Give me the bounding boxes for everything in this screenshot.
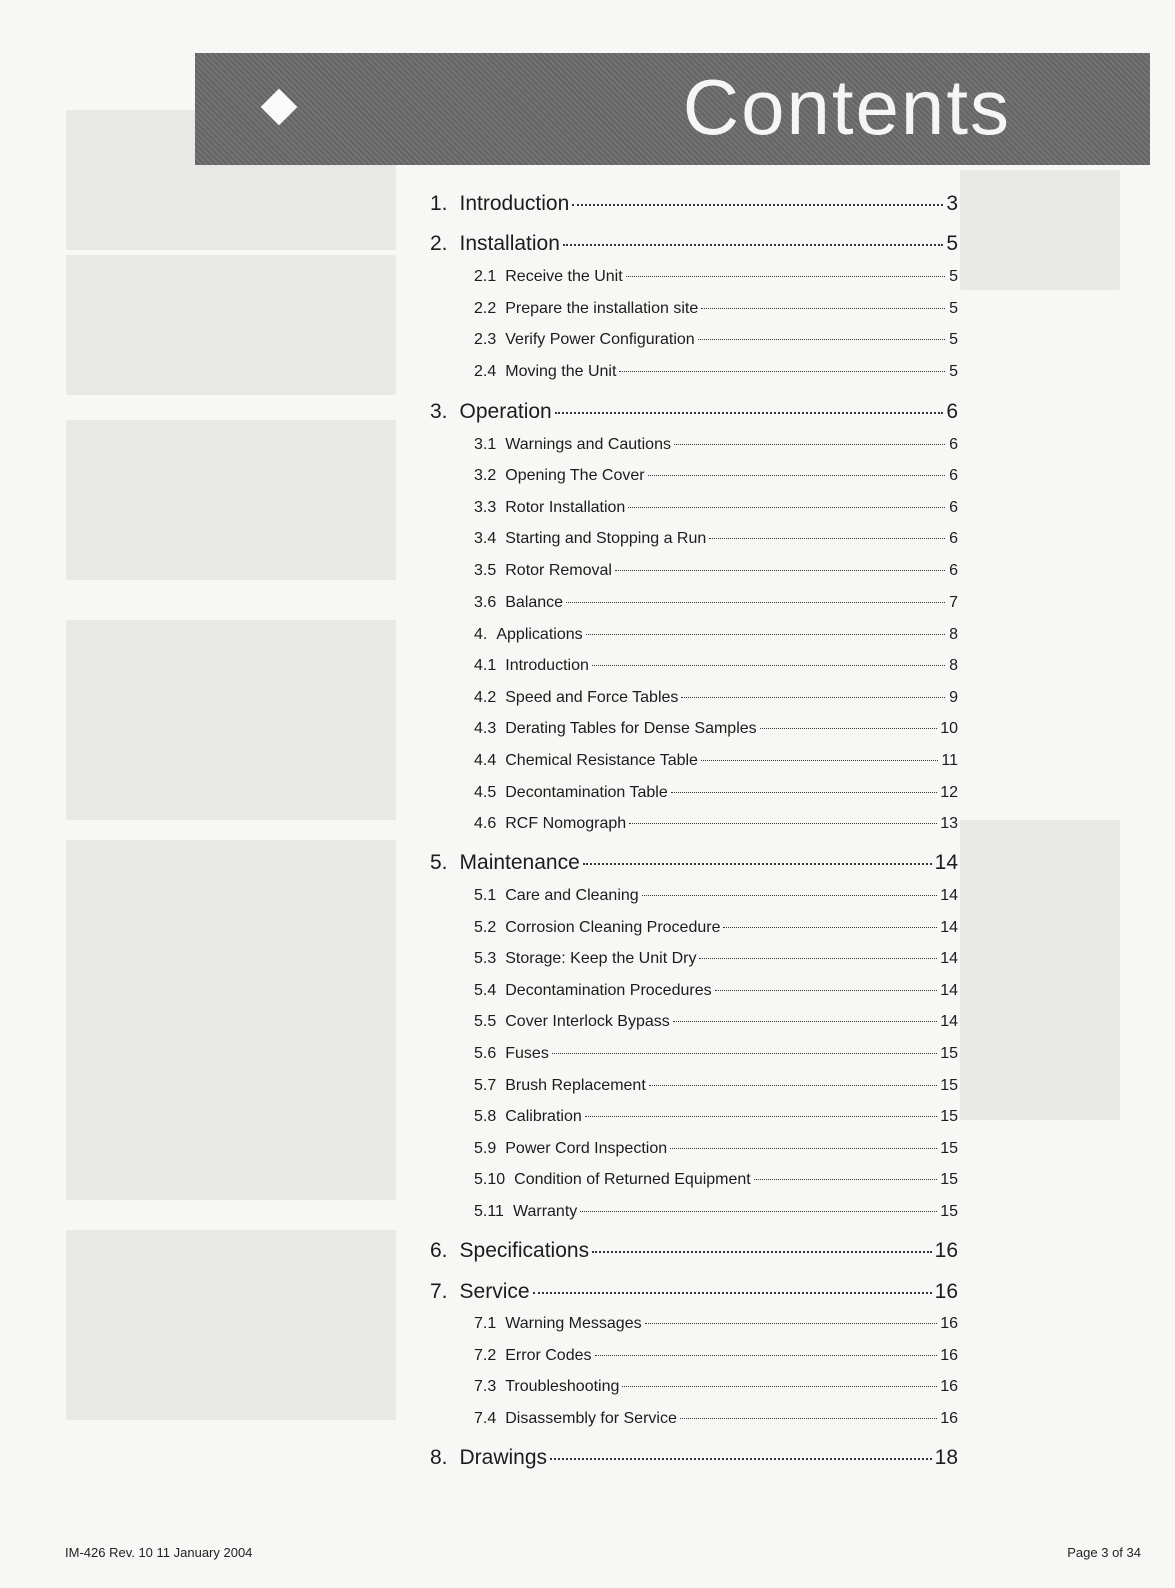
toc-entry-title: Cover Interlock Bypass	[505, 1013, 670, 1030]
toc-entry-number: 1.	[430, 192, 448, 215]
toc-entry-page: 6	[949, 562, 958, 579]
toc-entry-title: Error Codes	[505, 1347, 592, 1364]
toc-entry[interactable]	[474, 1171, 958, 1189]
toc-entry-number: 2.1	[474, 268, 497, 285]
dot-leader	[681, 697, 945, 698]
toc-entry-number: 3.6	[474, 594, 497, 611]
toc-entry-number: 5.	[430, 851, 448, 874]
dot-leader	[642, 895, 938, 896]
toc-entry-page: 10	[940, 720, 958, 737]
toc-entry-title: Starting and Stopping a Run	[505, 530, 707, 547]
toc-entry-title: Fuses	[505, 1045, 549, 1062]
toc-entry[interactable]	[474, 594, 958, 612]
toc-entry[interactable]	[430, 232, 958, 256]
toc-entry-number: 2.2	[474, 300, 497, 317]
dot-leader	[648, 475, 945, 476]
toc-entry-number: 7.1	[474, 1315, 497, 1332]
toc-entry-number: 4.6	[474, 815, 497, 832]
toc-entry-title: Service	[459, 1280, 530, 1303]
dot-leader	[592, 665, 945, 666]
toc-entry-page: 5	[946, 232, 958, 255]
dot-leader	[715, 990, 938, 991]
toc-entry-title: Drawings	[459, 1446, 548, 1469]
toc-entry-number: 3.2	[474, 467, 497, 484]
toc-entry-title: Troubleshooting	[505, 1378, 620, 1395]
toc-entry[interactable]	[474, 268, 958, 286]
toc-entry[interactable]	[474, 1203, 958, 1221]
dot-leader	[670, 1148, 937, 1149]
toc-entry-number: 5.2	[474, 919, 497, 936]
dot-leader	[760, 728, 938, 729]
toc-entry-page: 14	[940, 982, 958, 999]
toc-entry-page: 16	[934, 1239, 958, 1262]
toc-entry-page: 7	[949, 594, 958, 611]
toc-entry[interactable]	[430, 1446, 958, 1470]
dot-leader	[586, 634, 945, 635]
toc-entry-number: 5.3	[474, 950, 497, 967]
toc-entry-page: 15	[940, 1140, 958, 1157]
toc-entry[interactable]	[474, 363, 958, 381]
toc-entry-title: Corrosion Cleaning Procedure	[505, 919, 721, 936]
toc-entry-title: Moving the Unit	[505, 363, 617, 380]
footer-page-number: Page 3 of 34	[1067, 1545, 1141, 1560]
toc-entry-title: RCF Nomograph	[505, 815, 627, 832]
toc-entry-page: 6	[949, 499, 958, 516]
toc-entry-title: Verify Power Configuration	[505, 331, 695, 348]
toc-entry-page: 15	[940, 1045, 958, 1062]
toc-entry[interactable]	[474, 1315, 958, 1333]
toc-entry-page: 12	[940, 784, 958, 801]
dot-leader	[701, 760, 938, 761]
toc-entry-number: 2.	[430, 232, 448, 255]
dot-leader	[622, 1386, 937, 1387]
toc-entry-number: 5.11	[474, 1203, 504, 1220]
toc-entry-page: 11	[941, 752, 958, 769]
bleed-through	[66, 420, 396, 580]
toc-entry[interactable]	[474, 1013, 958, 1031]
toc-entry[interactable]	[474, 300, 958, 318]
dot-leader	[595, 1355, 938, 1356]
toc-entry-number: 3.3	[474, 499, 497, 516]
toc-entry-page: 18	[934, 1446, 958, 1469]
bleed-through	[960, 820, 1120, 1120]
dot-leader	[626, 276, 945, 277]
toc-entry-title: Derating Tables for Dense Samples	[505, 720, 757, 737]
toc-entry-number: 4.3	[474, 720, 497, 737]
toc-entry-title: Warranty	[512, 1203, 578, 1220]
dot-leader	[583, 863, 932, 865]
toc-entry-number: 2.3	[474, 331, 497, 348]
toc-entry[interactable]	[474, 436, 958, 454]
dot-leader	[701, 308, 945, 309]
page-title: Contents	[682, 63, 1011, 151]
toc-entry-page: 6	[949, 467, 958, 484]
dot-leader	[754, 1179, 937, 1180]
dot-leader	[592, 1251, 932, 1253]
toc-entry-title: Power Cord Inspection	[505, 1140, 668, 1157]
toc-entry-page: 14	[934, 851, 958, 874]
bleed-through	[66, 1230, 396, 1420]
toc-entry-number: 5.10	[474, 1171, 506, 1188]
toc-entry[interactable]	[474, 752, 958, 770]
toc-entry-title: Storage: Keep the Unit Dry	[505, 950, 697, 967]
toc-entry-title: Speed and Force Tables	[505, 689, 679, 706]
toc-entry[interactable]	[474, 689, 958, 707]
toc-entry-number: 4.5	[474, 784, 497, 801]
toc-entry-title: Installation	[459, 232, 560, 255]
toc-entry-title: Opening The Cover	[505, 467, 645, 484]
toc-entry-page: 16	[934, 1280, 958, 1303]
dot-leader	[723, 927, 937, 928]
toc-entry-page: 14	[940, 887, 958, 904]
dot-leader	[680, 1418, 937, 1419]
bleed-through	[66, 840, 396, 1200]
bleed-through	[66, 620, 396, 820]
dot-leader	[628, 507, 945, 508]
toc-entry-number: 5.5	[474, 1013, 497, 1030]
toc-entry-page: 15	[940, 1108, 958, 1125]
toc-entry[interactable]	[430, 1280, 958, 1304]
toc-entry-number: 5.9	[474, 1140, 497, 1157]
dot-leader	[709, 538, 945, 539]
toc-entry-page: 9	[949, 689, 958, 706]
dot-leader	[671, 792, 937, 793]
toc-entry-page: 5	[949, 300, 958, 317]
toc-entry[interactable]	[474, 784, 958, 802]
toc-entry-title: Introduction	[505, 657, 589, 674]
bleed-through	[66, 255, 396, 395]
toc-entry[interactable]	[474, 815, 958, 833]
toc-entry-number: 5.6	[474, 1045, 497, 1062]
toc-entry-title: Condition of Returned Equipment	[514, 1171, 751, 1188]
toc-entry-number: 5.1	[474, 887, 497, 904]
toc-entry-page: 6	[946, 400, 958, 423]
toc-entry-title: Rotor Removal	[505, 562, 612, 579]
toc-entry-page: 16	[940, 1378, 958, 1395]
toc-entry[interactable]	[474, 1140, 958, 1158]
toc-entry[interactable]	[474, 1410, 958, 1428]
toc-entry-title: Receive the Unit	[505, 268, 623, 285]
toc-entry-number: 4.	[474, 626, 488, 643]
toc-entry-number: 5.8	[474, 1108, 497, 1125]
dot-leader	[585, 1116, 937, 1117]
toc-entry-number: 3.4	[474, 530, 497, 547]
toc-entry[interactable]	[474, 530, 958, 548]
toc-entry[interactable]	[474, 919, 958, 937]
toc-entry[interactable]	[474, 1077, 958, 1095]
dot-leader	[699, 958, 937, 959]
toc-entry-number: 4.4	[474, 752, 497, 769]
footer-document-id: IM-426 Rev. 10 11 January 2004	[65, 1545, 253, 1560]
toc-entry[interactable]	[474, 657, 958, 675]
toc-entry[interactable]	[474, 950, 958, 968]
toc-entry-number: 2.4	[474, 363, 497, 380]
dot-leader	[552, 1053, 937, 1054]
toc-entry-title: Operation	[459, 400, 552, 423]
toc-entry-page: 16	[940, 1347, 958, 1364]
toc-entry-number: 5.7	[474, 1077, 497, 1094]
dot-leader	[674, 444, 945, 445]
toc-entry[interactable]	[430, 851, 958, 875]
toc-entry[interactable]	[474, 1378, 958, 1396]
toc-entry[interactable]	[474, 626, 958, 644]
dot-leader	[533, 1292, 932, 1294]
toc-entry-page: 3	[946, 192, 958, 215]
toc-entry-page: 13	[940, 815, 958, 832]
toc-entry-title: Introduction	[459, 192, 570, 215]
toc-entry-number: 3.	[430, 400, 448, 423]
toc-entry[interactable]	[430, 1239, 958, 1263]
toc-entry[interactable]	[474, 887, 958, 905]
toc-entry-number: 6.	[430, 1239, 448, 1262]
toc-entry-page: 8	[949, 657, 958, 674]
toc-entry-page: 6	[949, 436, 958, 453]
dot-leader	[615, 570, 945, 571]
dot-leader	[580, 1211, 937, 1212]
toc-entry[interactable]	[474, 1108, 958, 1126]
toc-entry[interactable]	[474, 982, 958, 1000]
toc-entry[interactable]	[474, 1347, 958, 1365]
bleed-through	[960, 170, 1120, 290]
toc-entry-page: 5	[949, 268, 958, 285]
toc-entry-title: Specifications	[459, 1239, 590, 1262]
toc-entry-number: 4.1	[474, 657, 497, 674]
toc-entry-page: 5	[949, 331, 958, 348]
toc-entry-number: 7.4	[474, 1410, 497, 1427]
toc-entry-page: 8	[949, 626, 958, 643]
dot-leader	[572, 204, 943, 206]
toc-entry-number: 7.3	[474, 1378, 497, 1395]
toc-entry[interactable]	[474, 720, 958, 738]
toc-entry-page: 16	[940, 1315, 958, 1332]
toc-entry-number: 7.2	[474, 1347, 497, 1364]
toc-entry-title: Balance	[505, 594, 564, 611]
toc-entry-title: Maintenance	[459, 851, 580, 874]
dot-leader	[555, 412, 944, 414]
toc-entry-number: 8.	[430, 1446, 448, 1469]
toc-entry-page: 15	[940, 1203, 958, 1220]
toc-entry-title: Brush Replacement	[505, 1077, 646, 1094]
dot-leader	[566, 602, 945, 603]
toc-entry-title: Care and Cleaning	[505, 887, 639, 904]
toc-entry[interactable]	[474, 331, 958, 349]
toc-entry-number: 3.1	[474, 436, 497, 453]
toc-entry[interactable]	[474, 467, 958, 485]
toc-entry-page: 15	[940, 1171, 958, 1188]
toc-entry-title: Warnings and Cautions	[505, 436, 671, 453]
toc-entry-page: 14	[940, 950, 958, 967]
dot-leader	[550, 1458, 932, 1460]
toc-entry[interactable]	[474, 499, 958, 517]
toc-entry-number: 4.2	[474, 689, 497, 706]
dot-leader	[619, 371, 945, 372]
toc-entry[interactable]	[474, 1045, 958, 1063]
toc-entry-number: 3.5	[474, 562, 497, 579]
toc-entry-page: 5	[949, 363, 958, 380]
toc-entry[interactable]	[430, 192, 958, 216]
toc-entry-title: Rotor Installation	[505, 499, 626, 516]
dot-leader	[645, 1323, 938, 1324]
dot-leader	[563, 244, 943, 246]
toc-entry-title: Disassembly for Service	[505, 1410, 677, 1427]
toc-entry-title: Prepare the installation site	[505, 300, 699, 317]
toc-entry-page: 14	[940, 919, 958, 936]
toc-entry[interactable]	[430, 400, 958, 424]
toc-entry-title: Calibration	[505, 1108, 582, 1125]
toc-entry-title: Chemical Resistance Table	[505, 752, 698, 769]
toc-entry-title: Applications	[496, 626, 583, 643]
toc-entry-number: 5.4	[474, 982, 497, 999]
toc-entry-page: 16	[940, 1410, 958, 1427]
dot-leader	[649, 1085, 937, 1086]
toc-entry-page: 14	[940, 1013, 958, 1030]
dot-leader	[629, 823, 937, 824]
dot-leader	[698, 339, 945, 340]
toc-entry-page: 6	[949, 530, 958, 547]
toc-entry-title: Decontamination Procedures	[505, 982, 712, 999]
toc-entry[interactable]	[474, 562, 958, 580]
dot-leader	[673, 1021, 937, 1022]
toc-entry-title: Warning Messages	[505, 1315, 642, 1332]
toc-entry-title: Decontamination Table	[505, 784, 668, 801]
toc-entry-number: 7.	[430, 1280, 448, 1303]
toc-entry-page: 15	[940, 1077, 958, 1094]
